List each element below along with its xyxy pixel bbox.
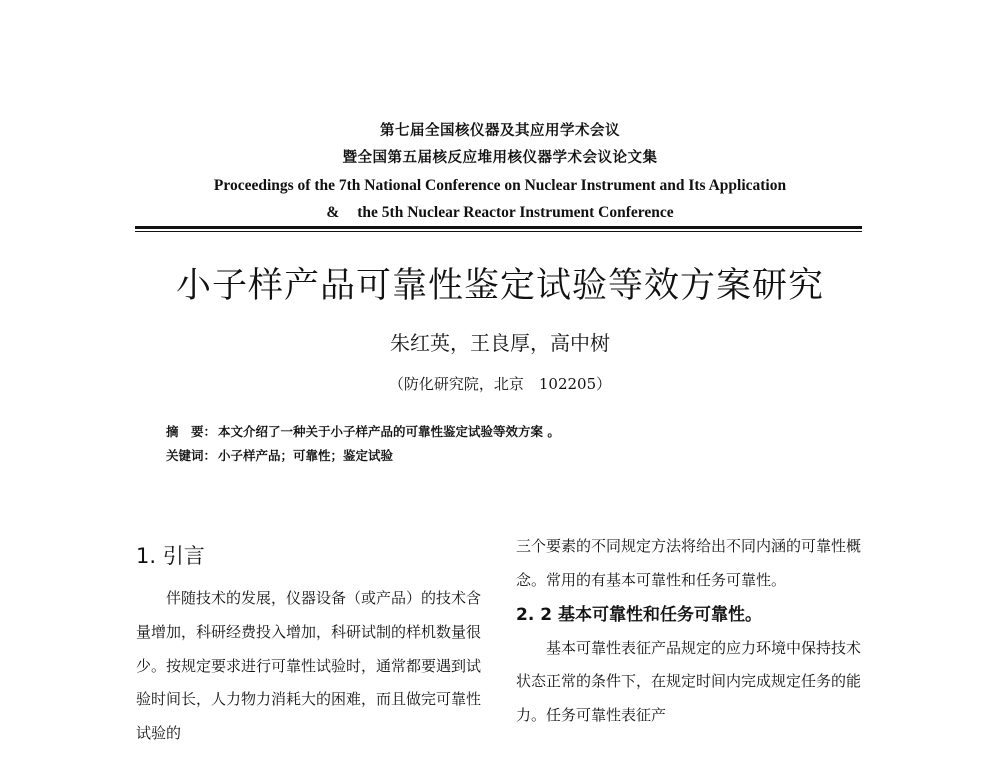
abstract-block xyxy=(166,420,866,468)
keywords-line xyxy=(166,444,866,468)
right-column xyxy=(516,530,861,733)
abstract-text: 本文介绍了一种关于小子样产品的可靠性鉴定试验等效方案 。 xyxy=(218,424,560,439)
intro-paragraph: 伴随技术的发展，仪器设备（或产品）的技术含量增加，科研经费投入增加，科研试制的样机数量很少。按规定要求进行可靠性试验时，通常都要遇到试验时间长，人力物力消耗大的困难，而且做完可靠性试验的 xyxy=(136,589,482,743)
header-rule-thin xyxy=(135,231,862,232)
abstract-line xyxy=(166,420,866,444)
conference-name-en: Proceedings of the 7th National Conference on Nuclear Instrument and Its Application xyxy=(213,177,787,194)
left-column xyxy=(136,536,481,751)
continued-paragraph: 三个要素的不同规定方法将给出不同内涵的可靠性概念。常用的有基本可靠性和任务可靠性。 xyxy=(516,537,862,589)
header-rule-thick xyxy=(135,226,862,229)
keywords-label: 关键词： xyxy=(166,448,217,463)
ampersand: & xyxy=(326,204,340,221)
keywords-text: 小子样产品；可靠性；鉴定试验 xyxy=(218,448,394,463)
reliability-paragraph: 基本可靠性表征产品规定的应力环境中保持技术状态正常的条件下，在规定时间内完成规定任务的能力。任务可靠性表征产 xyxy=(516,638,862,725)
conference-subtitle-en xyxy=(0,199,1000,226)
author-affiliation: （防化研究院，北京 102205） xyxy=(388,375,612,393)
conference-subtitle-text: the 5th Nuclear Reactor Instrument Conference xyxy=(357,204,674,221)
abstract-label: 摘 要： xyxy=(166,424,217,439)
conference-name-zh: 第七届全国核仪器及其应用学术会议 xyxy=(380,123,620,139)
proceedings-name-zh: 暨全国第五届核反应堆用核仪器学术会议论文集 xyxy=(342,150,658,166)
subsection-heading-reliability: 2. 2 基本可靠性和任务可靠性。 xyxy=(516,604,762,625)
paper-authors: 朱红英，王良厚，高中树 xyxy=(390,331,610,355)
section-heading-introduction: 1. 引言 xyxy=(136,544,205,568)
proceedings-header xyxy=(0,118,1000,226)
paper-title: 小子样产品可靠性鉴定试验等效方案研究 xyxy=(175,266,824,306)
